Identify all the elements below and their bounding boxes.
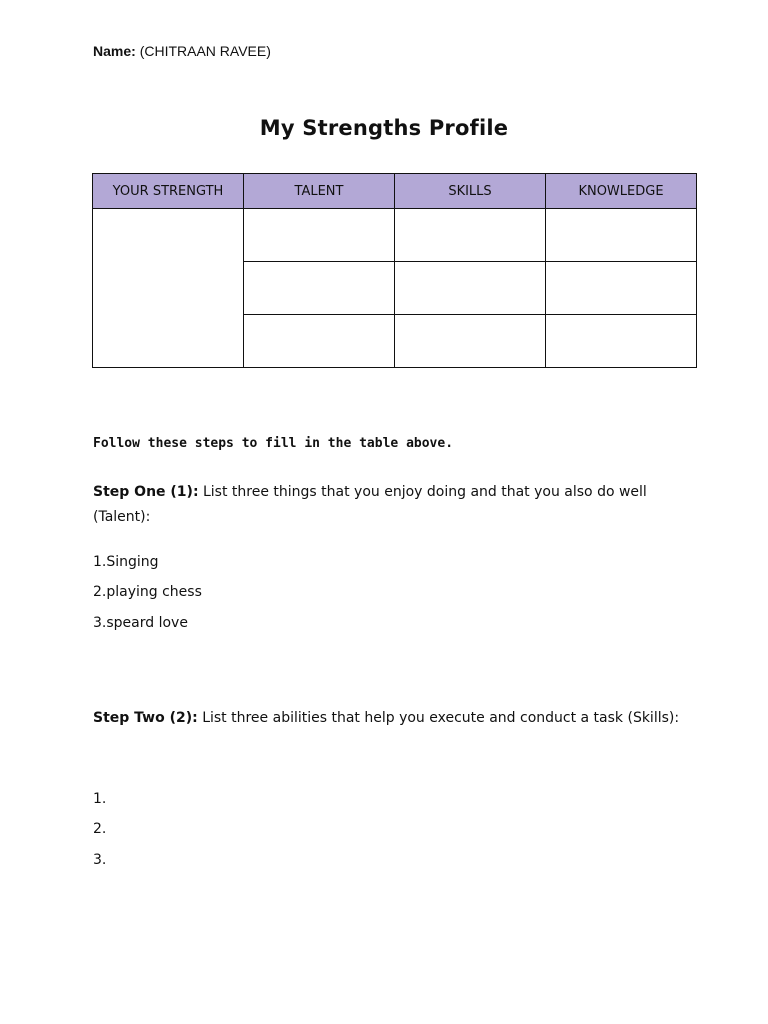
- skills-cell[interactable]: [395, 262, 546, 315]
- strengths-table: [92, 173, 697, 368]
- list-item: 2.playing chess: [93, 584, 202, 600]
- step-one-label: Step One (1):: [93, 484, 199, 500]
- knowledge-cell[interactable]: [546, 209, 697, 262]
- knowledge-cell[interactable]: [546, 262, 697, 315]
- talent-cell[interactable]: [244, 262, 395, 315]
- talent-cell[interactable]: [244, 209, 395, 262]
- name-label: Name:: [93, 43, 136, 59]
- skills-cell[interactable]: [395, 315, 546, 368]
- strength-cell[interactable]: [93, 209, 244, 368]
- step-two-label: Step Two (2):: [93, 710, 198, 726]
- header-your-strength: YOUR STRENGTH: [93, 174, 244, 209]
- instructions-text: Follow these steps to fill in the table above.: [93, 436, 454, 451]
- list-item: 3.: [93, 852, 107, 868]
- page-title: My Strengths Profile: [259, 116, 509, 140]
- step-one-text: List three things that you enjoy doing and that you also do well (Talent):: [93, 484, 647, 525]
- skills-cell[interactable]: [395, 209, 546, 262]
- list-item: 1.: [93, 791, 107, 807]
- list-item: 3.speard love: [93, 615, 188, 631]
- name-line: [93, 43, 271, 59]
- header-skills: SKILLS: [395, 174, 546, 209]
- list-item: 2.: [93, 821, 107, 837]
- step-two: [93, 703, 683, 733]
- step-one: [93, 480, 683, 530]
- table-header-row: [93, 174, 697, 209]
- header-talent: TALENT: [244, 174, 395, 209]
- table-row: [93, 209, 697, 262]
- name-value: (CHITRAAN RAVEE): [139, 43, 271, 59]
- knowledge-cell[interactable]: [546, 315, 697, 368]
- list-item: 1.Singing: [93, 554, 159, 570]
- header-knowledge: KNOWLEDGE: [546, 174, 697, 209]
- talent-cell[interactable]: [244, 315, 395, 368]
- step-two-text: List three abilities that help you execute and conduct a task (Skills):: [197, 710, 680, 726]
